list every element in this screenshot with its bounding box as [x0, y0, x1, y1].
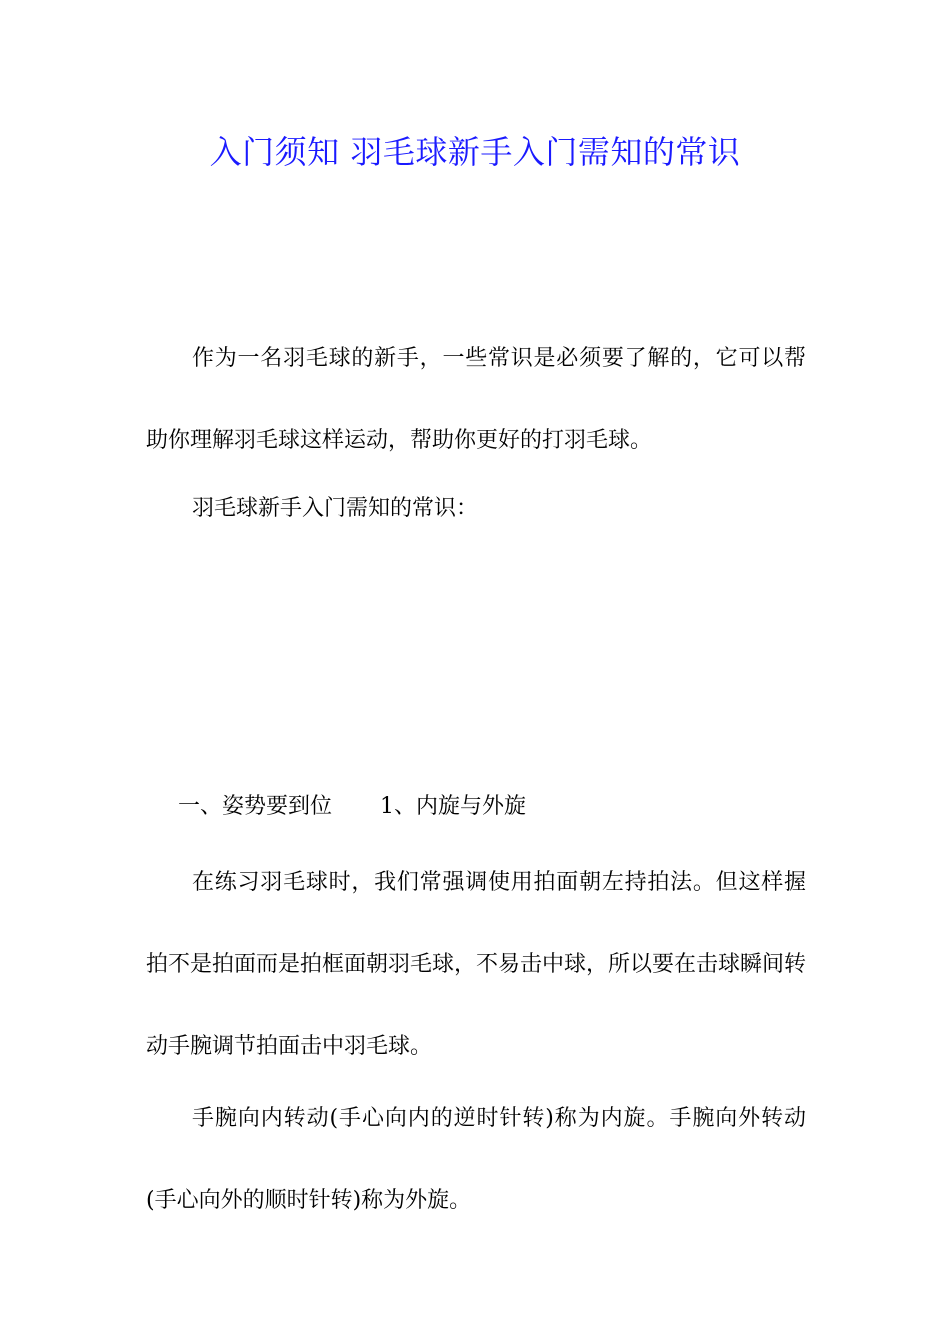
section-heading-line	[146, 766, 806, 848]
subheading-paragraph: 羽毛球新手入门需知的常识：	[192, 496, 479, 521]
grip-paragraph: 在练习羽毛球时，我们常强调使用拍面朝左持拍法。但这样握拍不是拍面而是拍框面朝羽毛球，不易击中球，所以要在击球瞬间转动手腕调节拍面击中羽毛球。	[146, 870, 807, 1059]
rotation-paragraph: 手腕向内转动(手心向内的逆时针转)称为内旋。手腕向外转动(手心向外的顺时针转)称为外旋。	[146, 1106, 806, 1213]
intro-paragraph: 作为一名羽毛球的新手，一些常识是必须要了解的，它可以帮助你理解羽毛球这样运动，帮助你更好的打羽毛球。	[146, 346, 806, 453]
document-title: 入门须知 羽毛球新手入门需知的常识	[209, 133, 741, 171]
section-subheading: 1、内旋与外旋	[380, 794, 527, 819]
section-heading: 一、姿势要到位	[178, 794, 333, 819]
